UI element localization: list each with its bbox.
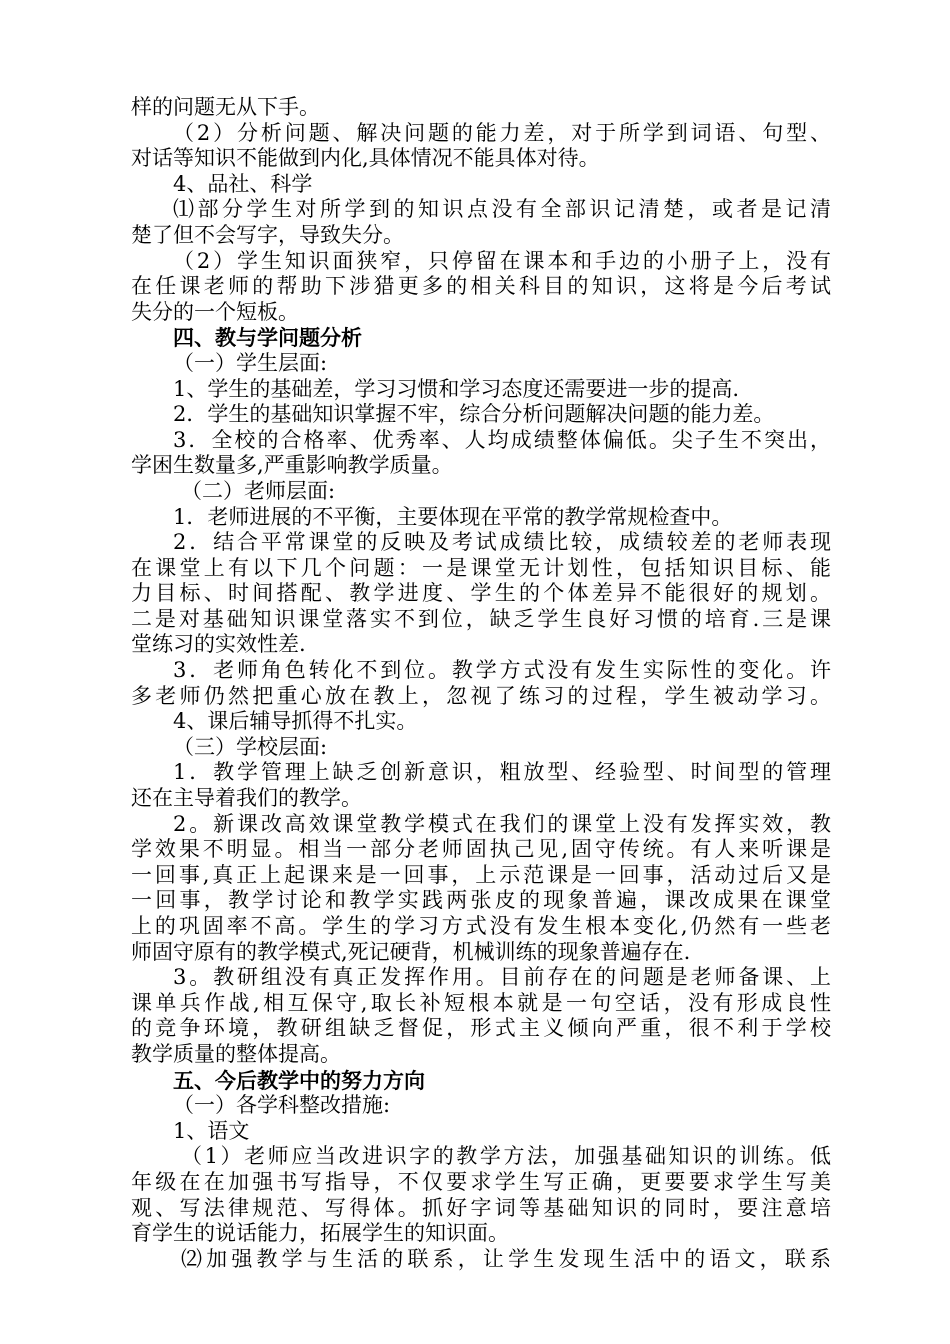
text-line: （1）老师应当改进识字的教学方法，加强基础知识的训练。低	[181, 1144, 831, 1169]
text-line: 教学质量的整体提高。	[131, 1041, 341, 1066]
text-line: 1．教学管理上缺乏创新意识，粗放型、经验型、时间型的管理	[173, 760, 831, 785]
text-line: 一回事,真正上起课来是一回事，上示范课是一回事，活动过后又是	[131, 862, 831, 887]
text-line: ⑵加强教学与生活的联系，让学生发现生活中的语文，联系	[181, 1246, 831, 1271]
section-heading: 五、今后教学中的努力方向	[173, 1067, 425, 1093]
text-line: 多老师仍然把重心放在教上，忽视了练习的过程，学生被动学习。	[131, 683, 831, 708]
text-line: 3．老师角色转化不到位。教学方式没有发生实际性的变化。许	[173, 658, 831, 683]
text-line: 年级在在加强书写指导，不仅要求学生写正确，更要要求学生写美	[131, 1169, 831, 1194]
section-heading: 四、教与学问题分析	[173, 325, 362, 351]
text-line: 1．老师进展的不平衡，主要体现在平常的教学常规检查中。	[173, 504, 733, 529]
subheading: （一）各学科整改措施:	[173, 1093, 391, 1118]
text-line: 1、语文	[173, 1118, 250, 1143]
subheading: （三）学校层面:	[173, 734, 328, 759]
text-line: 楚了但不会写字，导致失分。	[131, 222, 404, 247]
text-line: 观、写法律规范、写得体。抓好字词等基础知识的同时，要注意培	[131, 1195, 831, 1220]
text-line: 2。新课改高效课堂教学模式在我们的课堂上没有发挥实效，教	[173, 811, 831, 836]
text-line: 育学生的说话能力，拓展学生的知识面。	[131, 1221, 509, 1246]
text-line: 力目标、时间搭配、教学进度、学生的个体差异不能很好的规划。	[131, 581, 831, 606]
text-line: 失分的一个短板。	[131, 299, 299, 324]
text-line: 4、课后辅导抓得不扎实。	[173, 709, 418, 734]
text-line: 4、品社、科学	[173, 171, 313, 196]
text-line: 对话等知识不能做到内化,具体情况不能具体对待。	[131, 146, 600, 171]
text-line: （2）学生知识面狭窄，只停留在课本和手边的小册子上，没有	[173, 248, 831, 273]
text-line: 学效果不明显。相当一部分老师固执己见,固守传统。有人来听课是	[131, 837, 831, 862]
text-line: 样的问题无从下手。	[131, 95, 320, 119]
text-line: 上的巩固率不高。学生的学习方式没有发生根本变化,仍然有一些老	[131, 914, 831, 938]
text-line: 学困生数量多,严重影响教学质量。	[131, 453, 453, 478]
subheading: （一）学生层面:	[173, 350, 328, 375]
text-line: 2．结合平常课堂的反映及考试成绩比较，成绩较差的老师表现	[173, 530, 831, 555]
text-line: 二是对基础知识课堂落实不到位，缺乏学生良好习惯的培育.三是课	[131, 606, 831, 631]
document-page	[131, 95, 831, 1272]
text-line: （2）分析问题、解决问题的能力差，对于所学到词语、句型、	[173, 120, 831, 145]
text-line: 在课堂上有以下几个问题：一是课堂无计划性，包括知识目标、能	[131, 555, 831, 580]
text-line: 的竞争环境，教研组缺乏督促，形式主义倾向严重，很不利于学校	[131, 1016, 831, 1041]
text-line: 师固守原有的教学模式,死记硬背，机械训练的现象普遍存在.	[131, 939, 691, 964]
subheading: （二）老师层面:	[181, 478, 336, 503]
text-line: 2．学生的基础知识掌握不牢，综合分析问题解决问题的能力差。	[173, 402, 775, 427]
text-line: 课单兵作战,相互保守,取长补短根本就是一句空话，没有形成良性	[131, 990, 831, 1015]
text-line: 在任课老师的帮助下涉猎更多的相关科目的知识，这将是今后考试	[131, 274, 831, 299]
text-line: 堂练习的实效性差.	[131, 632, 306, 657]
text-line: 1、学生的基础差，学习习惯和学习态度还需要进一步的提高.	[173, 376, 740, 401]
text-line: 3．全校的合格率、优秀率、人均成绩整体偏低。尖子生不突出，	[173, 427, 831, 452]
text-line: 3。教研组没有真正发挥作用。目前存在的问题是老师备课、上	[173, 965, 831, 990]
text-line: 一回事，教学讨论和教学实践两张皮的现象普遍，课改成果在课堂	[131, 888, 831, 913]
text-line: 还在主导着我们的教学。	[131, 786, 362, 811]
text-line: ⑴部分学生对所学到的知识点没有全部识记清楚，或者是记清	[173, 197, 831, 222]
